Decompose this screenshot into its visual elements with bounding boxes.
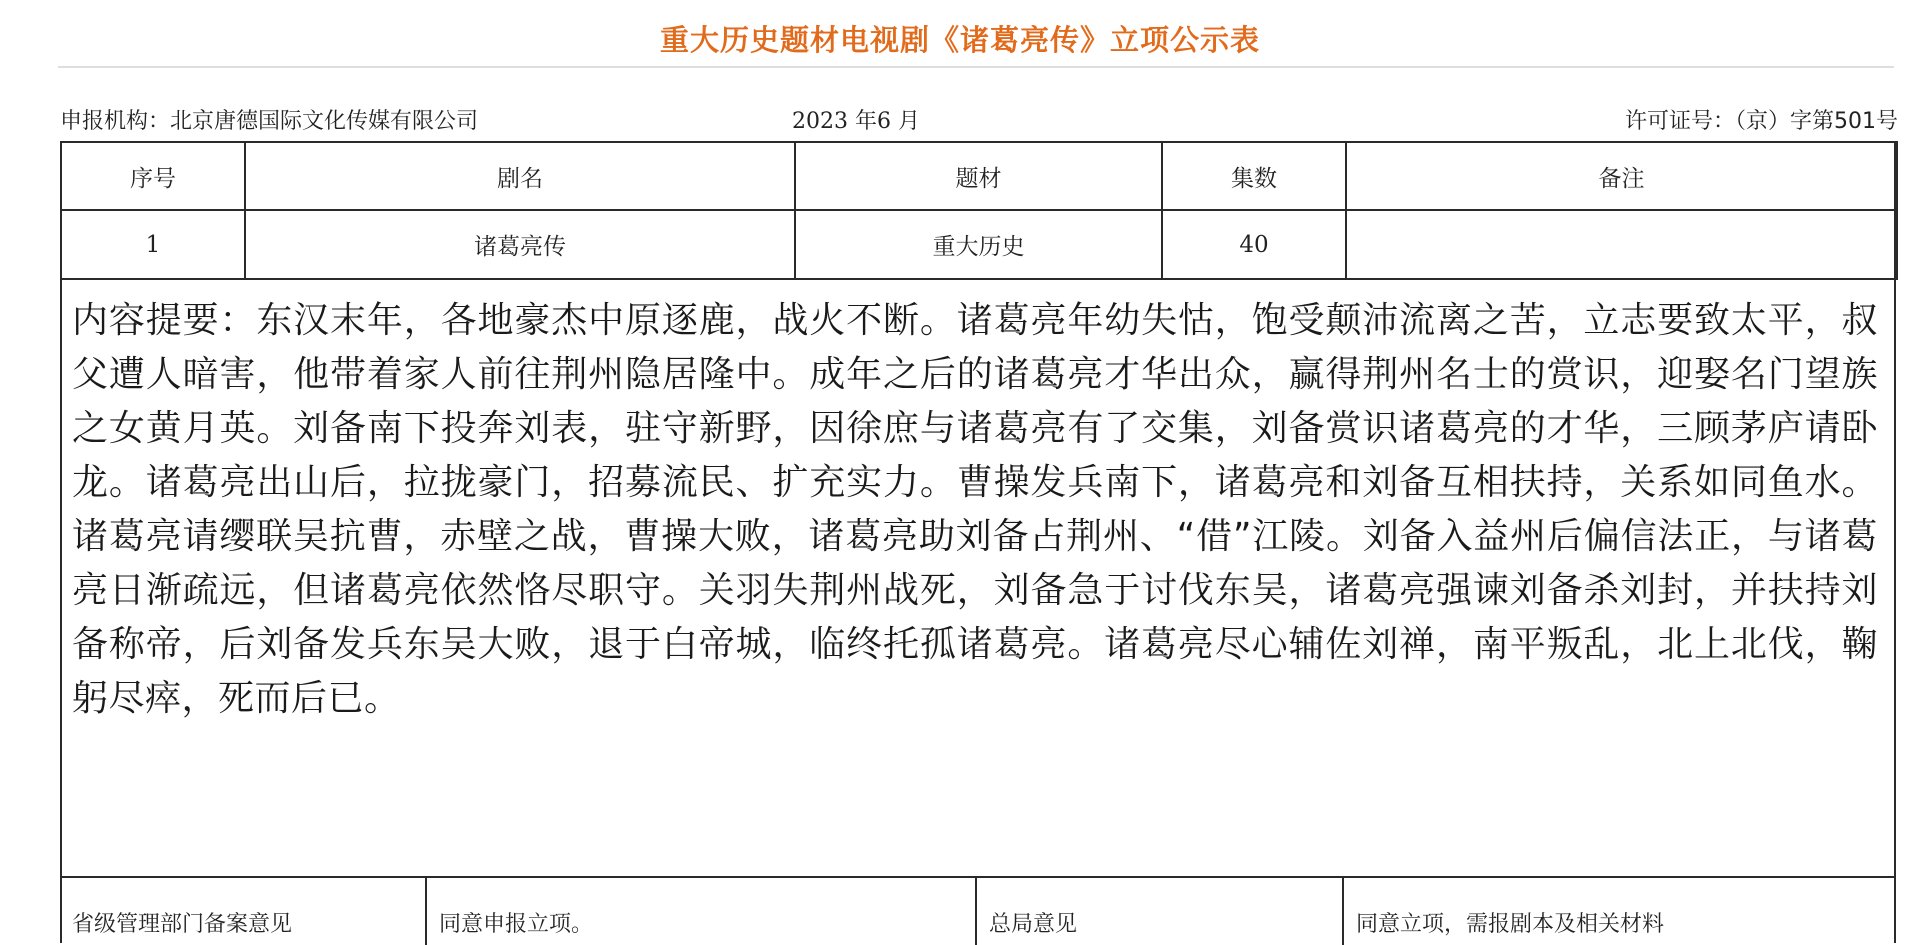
provincial-opinion: 同意申报立项。: [427, 878, 977, 945]
header-name: 剧名: [245, 142, 795, 210]
approval-row: [60, 876, 1896, 943]
bureau-opinion: 同意立项，需报剧本及相关材料: [1356, 912, 1665, 937]
applicant-organization: 申报机构：北京唐德国际文化传媒有限公司: [60, 109, 479, 134]
drama-info-table: [60, 141, 1898, 280]
provincial-opinion-label: 省级管理部门备案意见: [60, 878, 427, 945]
application-date: 2023 年6 月: [792, 109, 920, 134]
table-header-row: [61, 142, 1897, 210]
cell-genre: 重大历史: [795, 210, 1162, 279]
cell-note: [1346, 210, 1897, 279]
content-summary: 内容提要：东汉末年，各地豪杰中原逐鹿，战火不断。诸葛亮年幼失怙，饱受颠沛流离之苦，立志要致太平，叔父遭人暗害，他带着家人前往荆州隐居隆中。成年之后的诸葛亮才华出众，赢得荆州名士的赏识，迎娶名门望族之女黄月英。刘备南下投奔刘表，驻守新野，因徐庶与诸葛亮有了交集，刘备赏识诸葛亮的才华，三顾茅庐请卧龙。诸葛亮出山后，拉拢豪门，招募流民、扩充实力。曹操发兵南下，诸葛亮和刘备互相扶持，关系如同鱼水。诸葛亮请缨联吴抗曹，赤壁之战，曹操大败，诸葛亮助刘备占荆州、“借”江陵。刘备入益州后偏信法正，与诸葛亮日渐疏远，但诸葛亮依然恪尽职守。关羽失荆州战死，刘备急于讨伐东吴，诸葛亮强谏刘备杀刘封，并扶持刘备称帝，后刘备发兵东吴大败，退于白帝城，临终托孤诸葛亮。诸葛亮尽心辅佐刘禅，南平叛乱，北上北伐，鞠躬尽瘁，死而后已。: [72, 300, 1878, 719]
header-episodes: 集数: [1162, 142, 1346, 210]
header-seq: 序号: [61, 142, 245, 210]
header-genre: 题材: [795, 142, 1162, 210]
bureau-opinion-label: 总局意见: [977, 878, 1344, 945]
cell-episodes: 40: [1162, 210, 1346, 279]
cell-seq: 1: [61, 210, 245, 279]
cell-name: 诸葛亮传: [245, 210, 795, 279]
title-divider: [58, 66, 1894, 68]
table-row: [61, 210, 1897, 279]
document-title: 重大历史题材电视剧《诸葛亮传》立项公示表: [659, 23, 1260, 57]
license-number: 许可证号：（京）字第501号: [1625, 109, 1898, 134]
header-note: 备注: [1346, 142, 1897, 210]
